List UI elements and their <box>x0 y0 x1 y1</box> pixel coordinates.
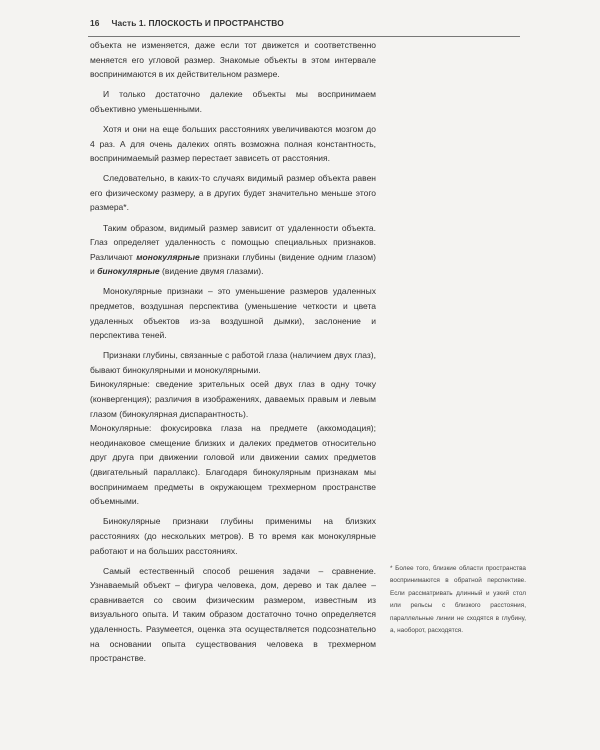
paragraph: Следовательно, в каких-то случаях видимый размер объекта равен его физическому размеру, а в других будет значительно меньше этого размера*. <box>90 173 376 213</box>
paragraph: Бинокулярные признаки глубины применимы на близких расстояниях (до нескольких метров). В то время как монокулярные работают и на больших расстояниях. <box>90 516 376 556</box>
paragraph: И только достаточно далекие объекты мы воспринимаем объективно уменьшенными. <box>90 89 376 114</box>
paragraph-text: признаки глубины (видение одним глазом) и <box>90 251 376 277</box>
chapter-title: Часть 1. ПЛОСКОСТЬ И ПРОСТРАНСТВО <box>111 18 284 28</box>
paragraph: Монокулярные признаки – это уменьшение размеров удаленных предметов, воздушная перспектива (уменьшение четкости и цвета удаленных объектов из-за воздушной дымки), заслонение и перспектива теней. <box>90 286 376 341</box>
paragraph-text: Таким образом, видимый размер зависит от удаленности объекта. Глаз определяет удаленность с помощью специальных признаков. Различают <box>90 222 376 262</box>
paragraph: Самый естественный способ решения задачи – сравнение. Узнаваемый объект – фигура человека, дом, дерево и так далее – сравнивается со своим физическим размером, известным из визуального опыта. И таким образом достаточно точно определяется удаленность. Разумеется, оценка эта осуществляется подсознательно на основании опыта существования человека в трехмерном пространстве. <box>90 565 376 664</box>
term-binocular: бинокулярные <box>97 266 160 277</box>
paragraph <box>90 221 376 279</box>
paragraph-text: (видение двумя глазами). <box>159 266 264 277</box>
page-number: 16 <box>90 18 100 28</box>
paragraph: Монокулярные: фокусировка глаза на предмете (аккомодация); неодинаковое смещение близких и далеких предметов относительно друг друга при движении головой или движении самих предметов (двигательный параллакс). Благодаря бинокулярным признакам мы воспринимаем предметы в окружающем трехмерном пространстве объемными. <box>90 423 376 507</box>
paragraph: объекта не изменяется, даже если тот движется и соответственно меняется его угловой размер. Знакомые объекты в этом интервале воспринимаются в их действительном размере. <box>90 40 376 80</box>
paragraph: Признаки глубины, связанные с работой глаза (наличием двух глаз), бывают бинокулярными и монокулярными. <box>90 350 376 375</box>
footnote: * Более того, близкие области пространства воспринимаются в обратной перспективе. Если рассматривать длинный и узкий стол или рельсы с близкого расстояния, параллельные линии не сходятся в глубину, а, наоборот, расходятся. <box>390 565 526 635</box>
paragraph: Бинокулярные: сведение зрительных осей двух глаз в одну точку (конвергенция); различия в изображениях, даваемых правым и левым глазом (бинокулярная диспарантность). <box>90 379 376 419</box>
main-text-column <box>90 38 376 671</box>
running-header <box>90 18 284 28</box>
paragraph: Хотя и они на еще больших расстояниях увеличиваются мозгом до 4 раз. А для очень далеких опять возможна полная константность, воспринимаемый размер перестает зависеть от расстояния. <box>90 123 376 164</box>
term-monocular: монокулярные <box>136 251 200 262</box>
header-rule <box>88 36 520 37</box>
